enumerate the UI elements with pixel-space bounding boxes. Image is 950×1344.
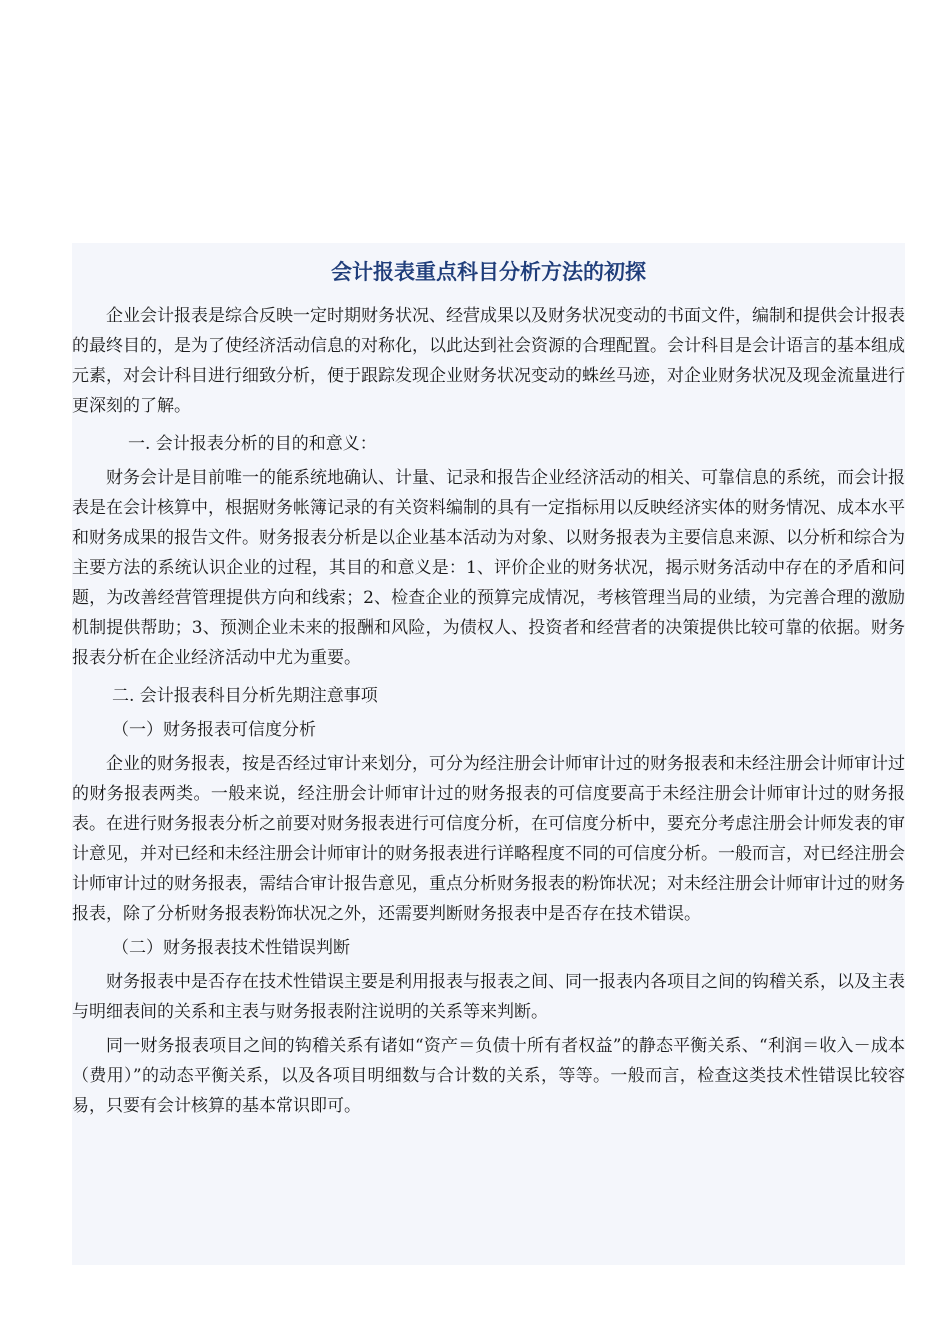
document-title: 会计报表重点科目分析方法的初探: [331, 259, 646, 284]
intro-paragraph: 企业会计报表是综合反映一定时期财务状况、经营成果以及财务状况变动的书面文件，编制和提供会计报表的最终目的，是为了使经济活动信息的对称化，以此达到社会资源的合理配置。会计科目是会计语言的基本组成元素，对会计科目进行细致分析，便于跟踪发现企业财务状况变动的蛛丝马迹，对企业财务状况及现金流量进行更深刻的了解。: [72, 306, 905, 416]
section2-heading: 二. 会计报表科目分析先期注意事项: [112, 686, 378, 706]
sub2-body-1: 财务报表中是否存在技术性错误主要是利用报表与报表之间、同一报表内各项目之间的钩稽关系，以及主表与明细表间的关系和主表与财务报表附注说明的关系等来判断。: [72, 972, 905, 1022]
sub2-body-2: 同一财务报表项目之间的钩稽关系有诸如“资产＝负债十所有者权益”的静态平衡关系、“利润＝收入－成本（费用）”的动态平衡关系，以及各项目明细数与合计数的关系，等等。一般而言，检查这类技术性错误比较容易，只要有会计核算的基本常识即可。: [72, 1036, 905, 1116]
sub1-body: 企业的财务报表，按是否经过审计来划分，可分为经注册会计师审计过的财务报表和未经注册会计师审计过的财务报表两类。一般来说，经注册会计师审计过的财务报表的可信度要高于未经注册会计师审计过的财务报表。在进行财务报表分析之前要对财务报表进行可信度分析，在可信度分析中，要充分考虑注册会计师发表的审计意见，并对已经和未经注册会计师审计的财务报表进行详略程度不同的可信度分析。一般而言，对已经注册会计师审计过的财务报表，需结合审计报告意见，重点分析财务报表的粉饰状况；对未经注册会计师审计过的财务报表，除了分析财务报表粉饰状况之外，还需要判断财务报表中是否存在技术错误。: [72, 754, 905, 924]
sub2-heading: （二）财务报表技术性错误判断: [112, 938, 350, 958]
sub1-heading: （一）财务报表可信度分析: [112, 720, 316, 740]
section1-body: 财务会计是目前唯一的能系统地确认、计量、记录和报告企业经济活动的相关、可靠信息的系统，而会计报表是在会计核算中，根据财务帐簿记录的有关资料编制的具有一定指标用以反映经济实体的财务情况、成本水平和财务成果的报告文件。财务报表分析是以企业基本活动为对象、以财务报表为主要信息来源、以分析和综合为主要方法的系统认识企业的过程，其目的和意义是：1、评价企业的财务状况，揭示财务活动中存在的矛盾和问题，为改善经营管理提供方向和线索；2、检查企业的预算完成情况，考核管理当局的业绩，为完善合理的激励机制提供帮助；3、预测企业未来的报酬和风险，为债权人、投资者和经营者的决策提供比较可靠的依据。财务报表分析在企业经济活动中尤为重要。: [72, 468, 905, 668]
document-content: [72, 243, 905, 1265]
section1-heading: 一. 会计报表分析的目的和意义：: [128, 434, 377, 454]
